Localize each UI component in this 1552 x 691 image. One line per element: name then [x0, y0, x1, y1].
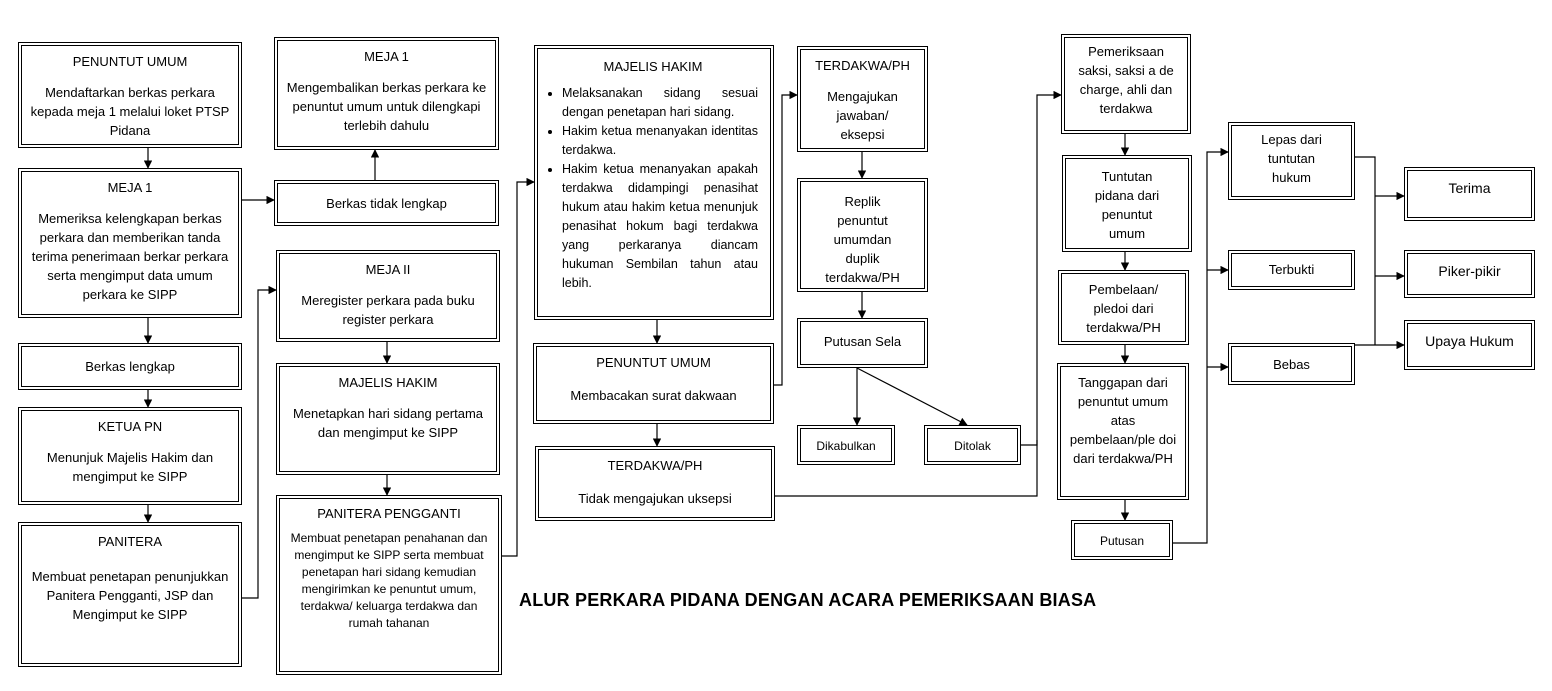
box-penuntut-umum-3 — [533, 343, 774, 424]
box-body: Ditolak — [954, 439, 991, 453]
box-title: PANITERA — [97, 534, 163, 549]
box-body: Menunjuk Majelis Hakim dan mengimput ke SIPP — [46, 450, 214, 484]
box-title: MAJELIS HAKIM — [603, 59, 703, 74]
box-ditolak — [924, 425, 1021, 465]
box-berkas-tidak-lengkap — [274, 180, 499, 226]
box-ketua-pn — [18, 407, 242, 505]
box-tanggapan — [1057, 363, 1189, 500]
box-body: Tidak mengajukan uksepsi — [578, 491, 732, 506]
box-body: Mendaftarkan berkas perkara kepada meja 1 melalui loket PTSP Pidana — [30, 85, 230, 138]
box-lepas — [1228, 122, 1355, 200]
sidang-list — [548, 84, 758, 293]
box-upaya-hukum — [1404, 320, 1535, 370]
box-body: Putusan Sela — [823, 334, 902, 349]
box-body: Meregister perkara pada buku register perkara — [301, 293, 475, 327]
box-body: Dikabulkan — [816, 439, 876, 453]
arrow — [502, 182, 534, 556]
diagram-title: ALUR PERKARA PIDANA DENGAN ACARA PEMERIKSAAN BIASA — [519, 590, 1097, 610]
box-terima — [1404, 167, 1535, 221]
box-title: PENUNTUT UMUM — [72, 54, 188, 69]
box-title: PANITERA PENGGANTI — [317, 506, 461, 521]
box-title: TERDAKWA/PH — [607, 458, 703, 473]
box-bebas — [1228, 343, 1355, 385]
box-body: Bebas — [1273, 357, 1310, 372]
box-meja-1 — [18, 168, 242, 318]
box-title: MEJA 1 — [364, 49, 409, 64]
box-terdakwa-4 — [797, 46, 928, 152]
box-body: Menetapkan hari sidang pertama dan mengimput ke SIPP — [292, 406, 484, 440]
box-putusan — [1071, 520, 1173, 560]
box-body: Terima — [1448, 180, 1491, 196]
box-penuntut-umum-1 — [18, 42, 242, 148]
box-title: MEJA 1 — [107, 180, 153, 195]
arrow — [773, 95, 797, 385]
box-title: MAJELIS HAKIM — [338, 375, 438, 390]
box-majelis-hakim-2 — [276, 363, 500, 475]
box-body: Tuntutan pidana dari penuntut umum — [1094, 169, 1160, 241]
box-terbukti — [1228, 250, 1355, 290]
box-dikabulkan — [797, 425, 895, 465]
box-putusan-sela — [797, 318, 928, 368]
box-body: Membuat penetapan penahanan dan mengimput ke SIPP serta membuat penetapan hari sidang kemudian mengirimkan ke penuntut umum, terdakwa/ keluarga terdakwa dan rumah tahanan — [290, 531, 488, 630]
box-body: Piker-pikir — [1438, 263, 1501, 279]
box-body: Berkas lengkap — [85, 359, 175, 374]
box-title: PENUNTUT UMUM — [596, 355, 711, 370]
list-item: • Melaksanakan sidang sesuai dengan penetapan hari sidang. — [562, 84, 758, 122]
list-item: • Hakim ketua menanyakan identitas terdakwa. — [562, 122, 758, 160]
box-body: Mengembalikan berkas perkara ke penuntut umum untuk dilengkapi terlebih dahulu — [286, 80, 487, 133]
box-panitera — [18, 522, 242, 667]
box-piker-pikir — [1404, 250, 1535, 298]
box-body: Replik penuntut umumdan duplik terdakwa/PH — [825, 194, 900, 285]
box-berkas-lengkap — [18, 343, 242, 390]
box-panitera-pengganti — [276, 495, 502, 675]
box-terdakwa-3 — [535, 446, 775, 521]
box-body: Putusan — [1099, 534, 1145, 548]
box-title: KETUA PN — [97, 419, 163, 434]
box-meja-1-return — [274, 37, 499, 150]
box-body: Upaya Hukum — [1425, 333, 1514, 349]
box-title: MEJA II — [365, 262, 411, 277]
box-body: Mengajukan jawaban/ eksepsi — [827, 89, 898, 142]
arrow — [857, 368, 967, 425]
box-body: Pemeriksaan saksi, saksi a de charge, ahli dan terdakwa — [1078, 44, 1174, 116]
box-tuntutan — [1062, 155, 1192, 252]
box-title: TERDAKWA/PH — [815, 58, 910, 73]
arrow — [1021, 95, 1061, 445]
box-body: Terbukti — [1268, 262, 1315, 277]
arrow — [1355, 157, 1375, 345]
list-item: • Hakim ketua menanyakan apakah terdakwa didampingi penasihat hukum atau hakim ketua menunjuk penasihat hokum bagi terdakwa yang perkaranya diancam hukuman Sembilan tahun atau lebih. — [562, 160, 758, 293]
box-body: Berkas tidak lengkap — [326, 196, 447, 211]
arrow — [242, 290, 276, 598]
box-majelis-hakim-3 — [534, 45, 774, 320]
box-pembelaan — [1058, 270, 1189, 345]
box-replik — [797, 178, 928, 292]
box-body: Pembelaan/ pledoi dari terdakwa/PH — [1086, 282, 1161, 335]
box-body: Memeriksa kelengkapan berkas perkara dan memberikan tanda terima penerimaan berkar perkara serta mengimput data umum perkara ke SIPP — [31, 211, 229, 302]
box-pemeriksaan — [1061, 34, 1191, 134]
box-body: Tanggapan dari penuntut umum atas pembelaan/ple doi dari terdakwa/PH — [1069, 375, 1177, 466]
box-body: Lepas dari tuntutan hukum — [1261, 132, 1322, 185]
box-body: Membacakan surat dakwaan — [570, 388, 737, 403]
box-body: Membuat penetapan penunjukkan Panitera Pengganti, JSP dan Mengimput ke SIPP — [31, 569, 229, 622]
box-meja-2 — [276, 250, 500, 342]
